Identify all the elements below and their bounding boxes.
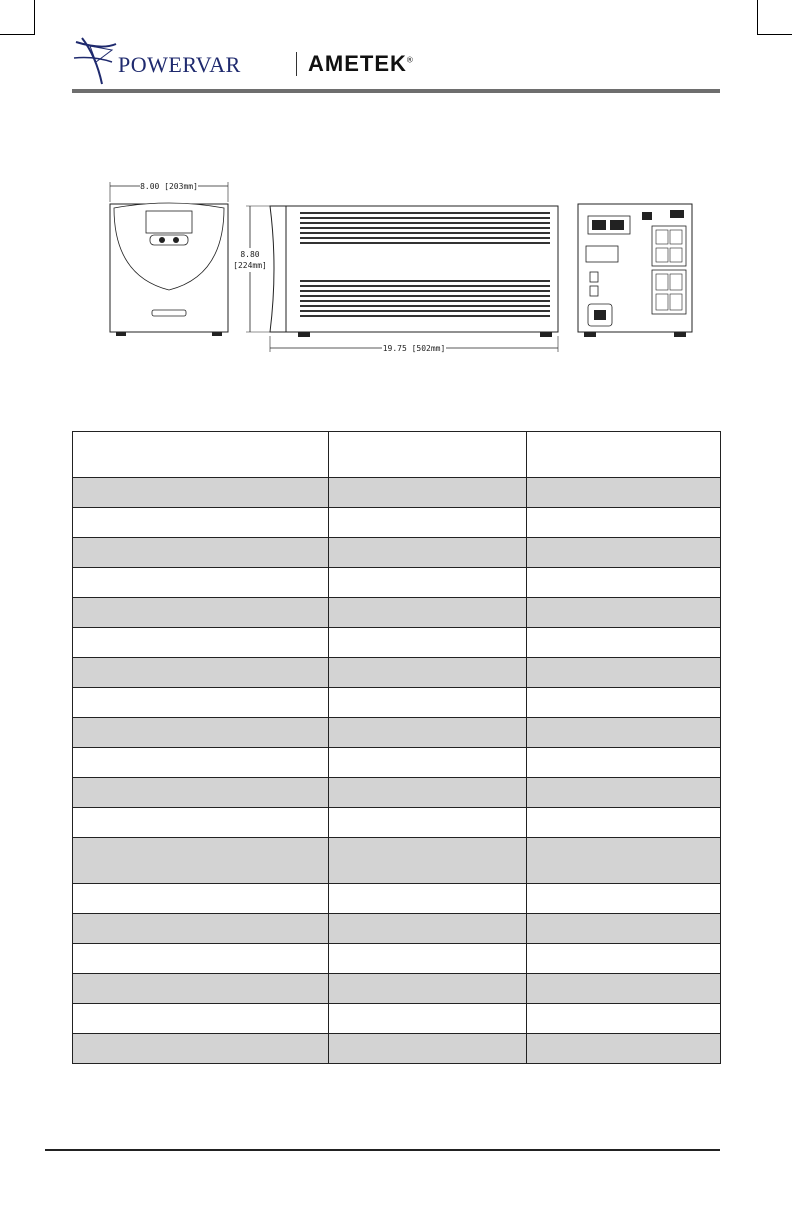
table-cell [527,1004,721,1034]
table-cell [527,748,721,778]
table-cell [329,838,527,884]
table-row [73,778,721,808]
table-cell [329,688,527,718]
table-cell [527,718,721,748]
registered-mark: ® [406,55,414,65]
table-cell [527,598,721,628]
logo-divider [296,52,297,76]
page-header [72,36,720,92]
spec-table [72,431,721,1064]
table-cell [73,808,329,838]
table-cell [527,1034,721,1064]
header-rule [72,89,720,93]
table-row [73,598,721,628]
table-cell [73,432,329,478]
table-row [73,658,721,688]
table-row [73,718,721,748]
table-header-row [73,432,721,478]
table-cell [527,538,721,568]
crop-mark-left [0,0,35,35]
table-cell [329,748,527,778]
table-cell [527,508,721,538]
table-cell [73,1034,329,1064]
table-row [73,628,721,658]
table-cell [73,974,329,1004]
table-cell [329,432,527,478]
table-cell [329,884,527,914]
table-cell [527,628,721,658]
table-cell [73,718,329,748]
table-cell [73,688,329,718]
table-cell [73,778,329,808]
table-cell [329,658,527,688]
crop-mark-right [757,0,792,35]
table-row [73,688,721,718]
table-cell [527,808,721,838]
table-cell [73,658,329,688]
table-cell [329,628,527,658]
table-cell [73,508,329,538]
table-row [73,568,721,598]
table-cell [329,808,527,838]
table-cell [73,838,329,884]
table-cell [73,914,329,944]
table-cell [329,478,527,508]
table-cell [73,748,329,778]
width-dimension-label: 8.00 [203mm] [140,182,198,191]
table-cell [329,944,527,974]
table-cell [73,628,329,658]
front-view [110,180,228,336]
table-cell [527,778,721,808]
table-cell [329,1004,527,1034]
table-cell [73,1004,329,1034]
table-cell [329,974,527,1004]
table-cell [527,884,721,914]
table-cell [329,568,527,598]
table-cell [73,884,329,914]
table-row [73,748,721,778]
table-cell [527,944,721,974]
table-row [73,884,721,914]
footer-rule [45,1149,720,1151]
table-cell [73,944,329,974]
height-dimension-mm: [224mm] [233,261,267,270]
table-row [73,1004,721,1034]
table-cell [329,1034,527,1064]
table-cell [73,478,329,508]
table-cell [527,688,721,718]
ametek-logo [308,51,414,77]
table-cell [527,838,721,884]
dimension-drawing [100,176,700,358]
table-cell [527,974,721,1004]
height-dimension-inches: 8.80 [240,250,260,259]
rear-view [578,204,692,337]
table-cell [527,478,721,508]
depth-dimension-label: 19.75 [502mm] [382,344,446,353]
powervar-logo-text: POWERVAR [118,52,241,77]
table-cell [329,914,527,944]
table-row [73,944,721,974]
table-cell [527,658,721,688]
table-cell [73,598,329,628]
table-row [73,838,721,884]
table-cell [527,914,721,944]
table-row [73,538,721,568]
ametek-logo-text: AMETEK [308,51,407,76]
table-cell [73,568,329,598]
table-cell [73,538,329,568]
table-cell [527,432,721,478]
table-cell [329,508,527,538]
table-cell [329,598,527,628]
table-cell [329,778,527,808]
table-row [73,1034,721,1064]
table-row [73,508,721,538]
table-cell [329,538,527,568]
table-row [73,914,721,944]
table-cell [527,568,721,598]
table-row [73,808,721,838]
table-cell [329,718,527,748]
side-view [230,206,558,353]
table-row [73,974,721,1004]
table-row [73,478,721,508]
